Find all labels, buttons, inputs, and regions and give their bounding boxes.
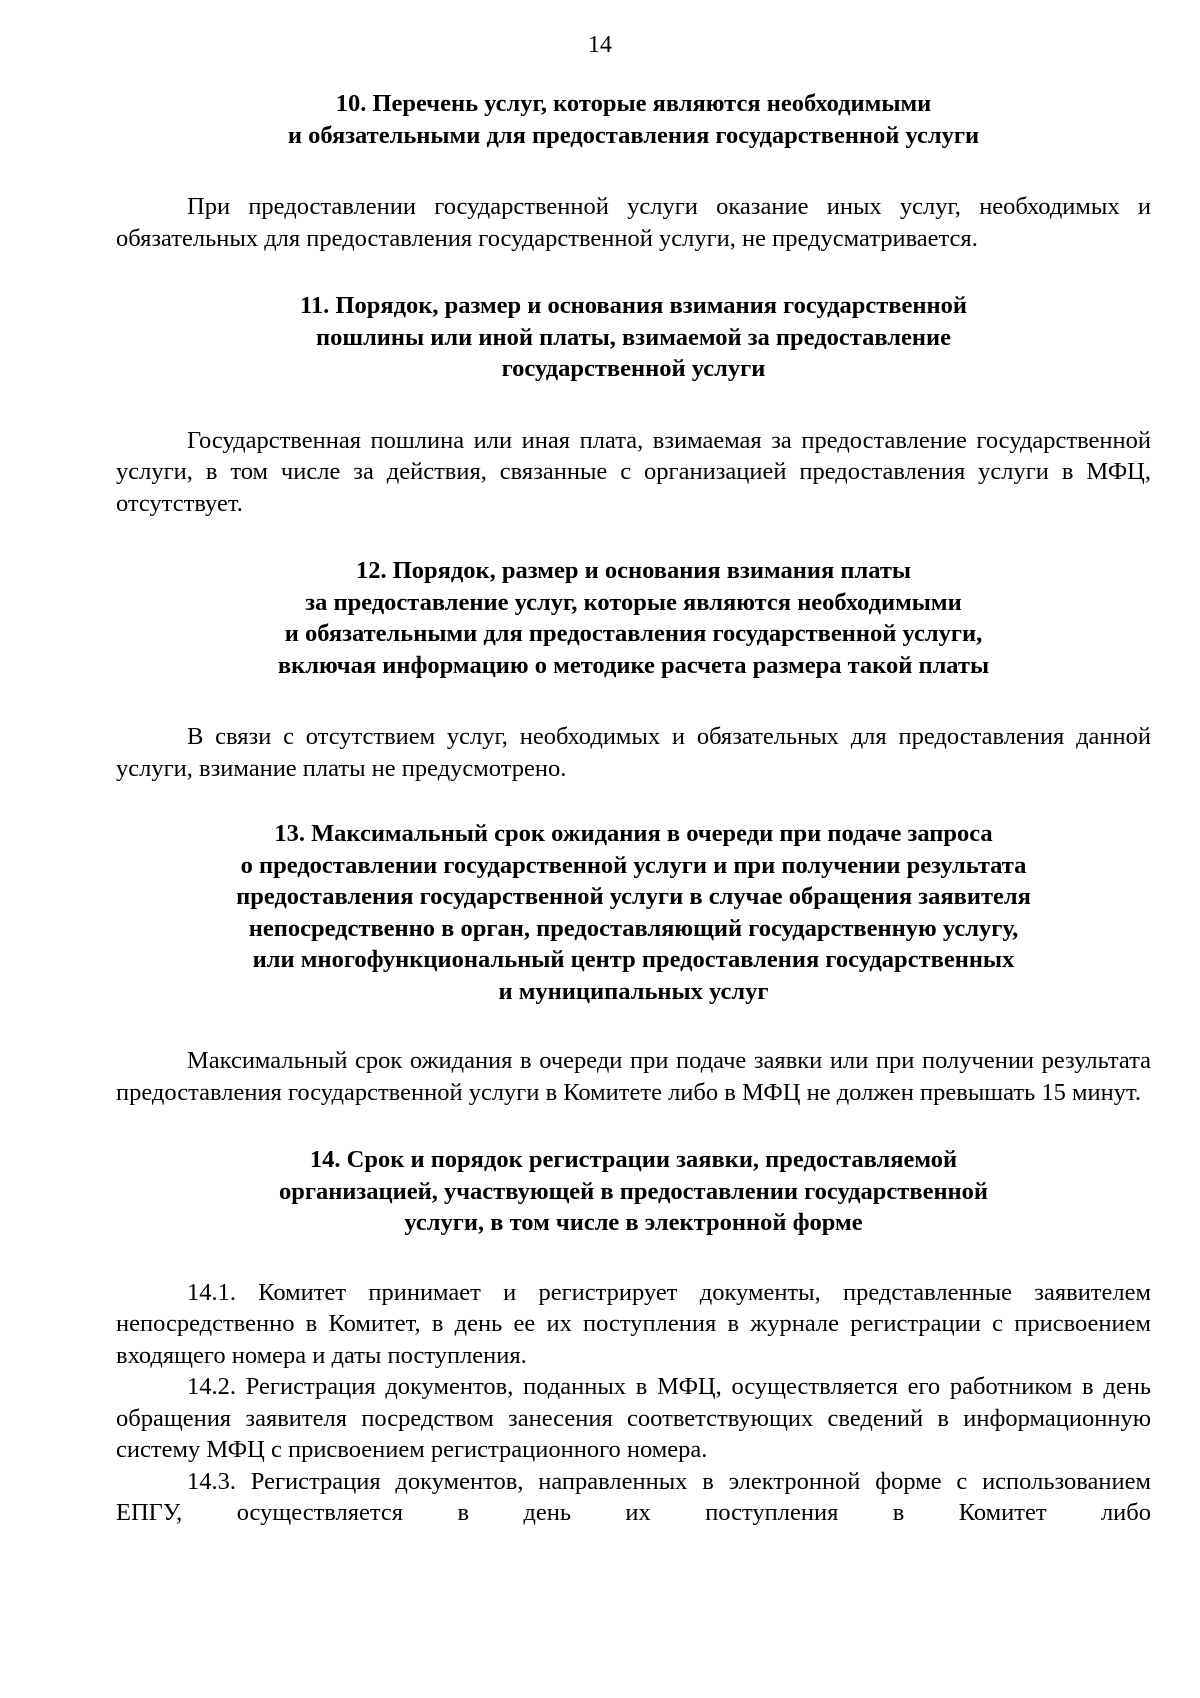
heading-line: включая информацию о методике расчета размера такой платы — [277, 651, 990, 679]
heading-line: предоставления государственной услуги в случае обращения заявителя — [236, 883, 1031, 910]
page-number: 14 — [588, 32, 612, 58]
section-10-heading — [116, 88, 1151, 151]
section-12-heading — [116, 555, 1151, 681]
clause-14-3-paragraph: 14.3. Регистрация документов, направленных в электронной форме с использованием ЕПГУ, осуществляется в день их поступления в Комитет либо — [116, 1467, 1151, 1526]
document-body — [116, 88, 1151, 1529]
heading-line: и обязательными для предоставления государственной услуги, — [284, 620, 983, 647]
heading-line: и муниципальных услуг — [498, 977, 769, 1005]
section-14-heading — [116, 1144, 1151, 1239]
heading-line: 12. Порядок, размер и основания взимания платы — [355, 557, 912, 584]
heading-line: за предоставление услуг, которые являются необходимыми — [305, 588, 962, 616]
heading-line: государственной услуги — [501, 355, 766, 382]
section-13-paragraph: Максимальный срок ожидания в очереди при подаче заявки или при получении результата предоставления государственной услуги в Комитете либо в МФЦ не должен превышать 15 минут. — [116, 1047, 1151, 1106]
heading-line: о предоставлении государственной услуги и при получении результата — [240, 851, 1027, 879]
section-11-heading — [116, 290, 1151, 385]
section-10-paragraph: При предоставлении государственной услуги оказание иных услуг, необходимых и обязательных для предоставления государственной услуги, не предусматривается. — [116, 193, 1151, 252]
section-12-paragraph: В связи с отсутствием услуг, необходимых и обязательных для предоставления данной услуги, взимание платы не предусмотрено. — [116, 723, 1151, 782]
section-11-paragraph: Государственная пошлина или иная плата, взимаемая за предоставление государственной услуги, в том числе за действия, связанные с организацией предоставления услуги в МФЦ, отсутствует. — [116, 426, 1151, 517]
heading-line: 14. Срок и порядок регистрации заявки, предоставляемой — [309, 1146, 958, 1173]
heading-line: 13. Максимальный срок ожидания в очереди при подаче запроса — [274, 820, 993, 847]
heading-line: 10. Перечень услуг, которые являются необходимыми — [335, 90, 932, 117]
clause-14-1-paragraph: 14.1. Комитет принимает и регистрирует документы, представленные заявителем непосредственно в Комитет, в день ее их поступления в журнале регистрации с присвоением входящего номера и даты поступления. — [116, 1278, 1151, 1369]
clause-14-2-paragraph: 14.2. Регистрация документов, поданных в МФЦ, осуществляется его работником в день обращения заявителя посредством занесения соответствующих сведений в информационную систему МФЦ с присвоением регистрационного номера. — [116, 1373, 1151, 1463]
heading-line: и обязательными для предоставления государственной услуги — [287, 121, 980, 149]
heading-line: пошлины или иной платы, взимаемой за предоставление — [316, 323, 951, 351]
heading-line: или многофункциональный центр предоставления государственных — [252, 946, 1015, 973]
heading-line: 11. Порядок, размер и основания взимания государственной — [300, 292, 967, 319]
section-13-heading — [116, 818, 1151, 1007]
heading-line: организацией, участвующей в предоставлении государственной — [278, 1177, 989, 1205]
heading-line: услуги, в том числе в электронной форме — [404, 1209, 863, 1236]
heading-line: непосредственно в орган, предоставляющий государственную услугу, — [248, 914, 1019, 942]
